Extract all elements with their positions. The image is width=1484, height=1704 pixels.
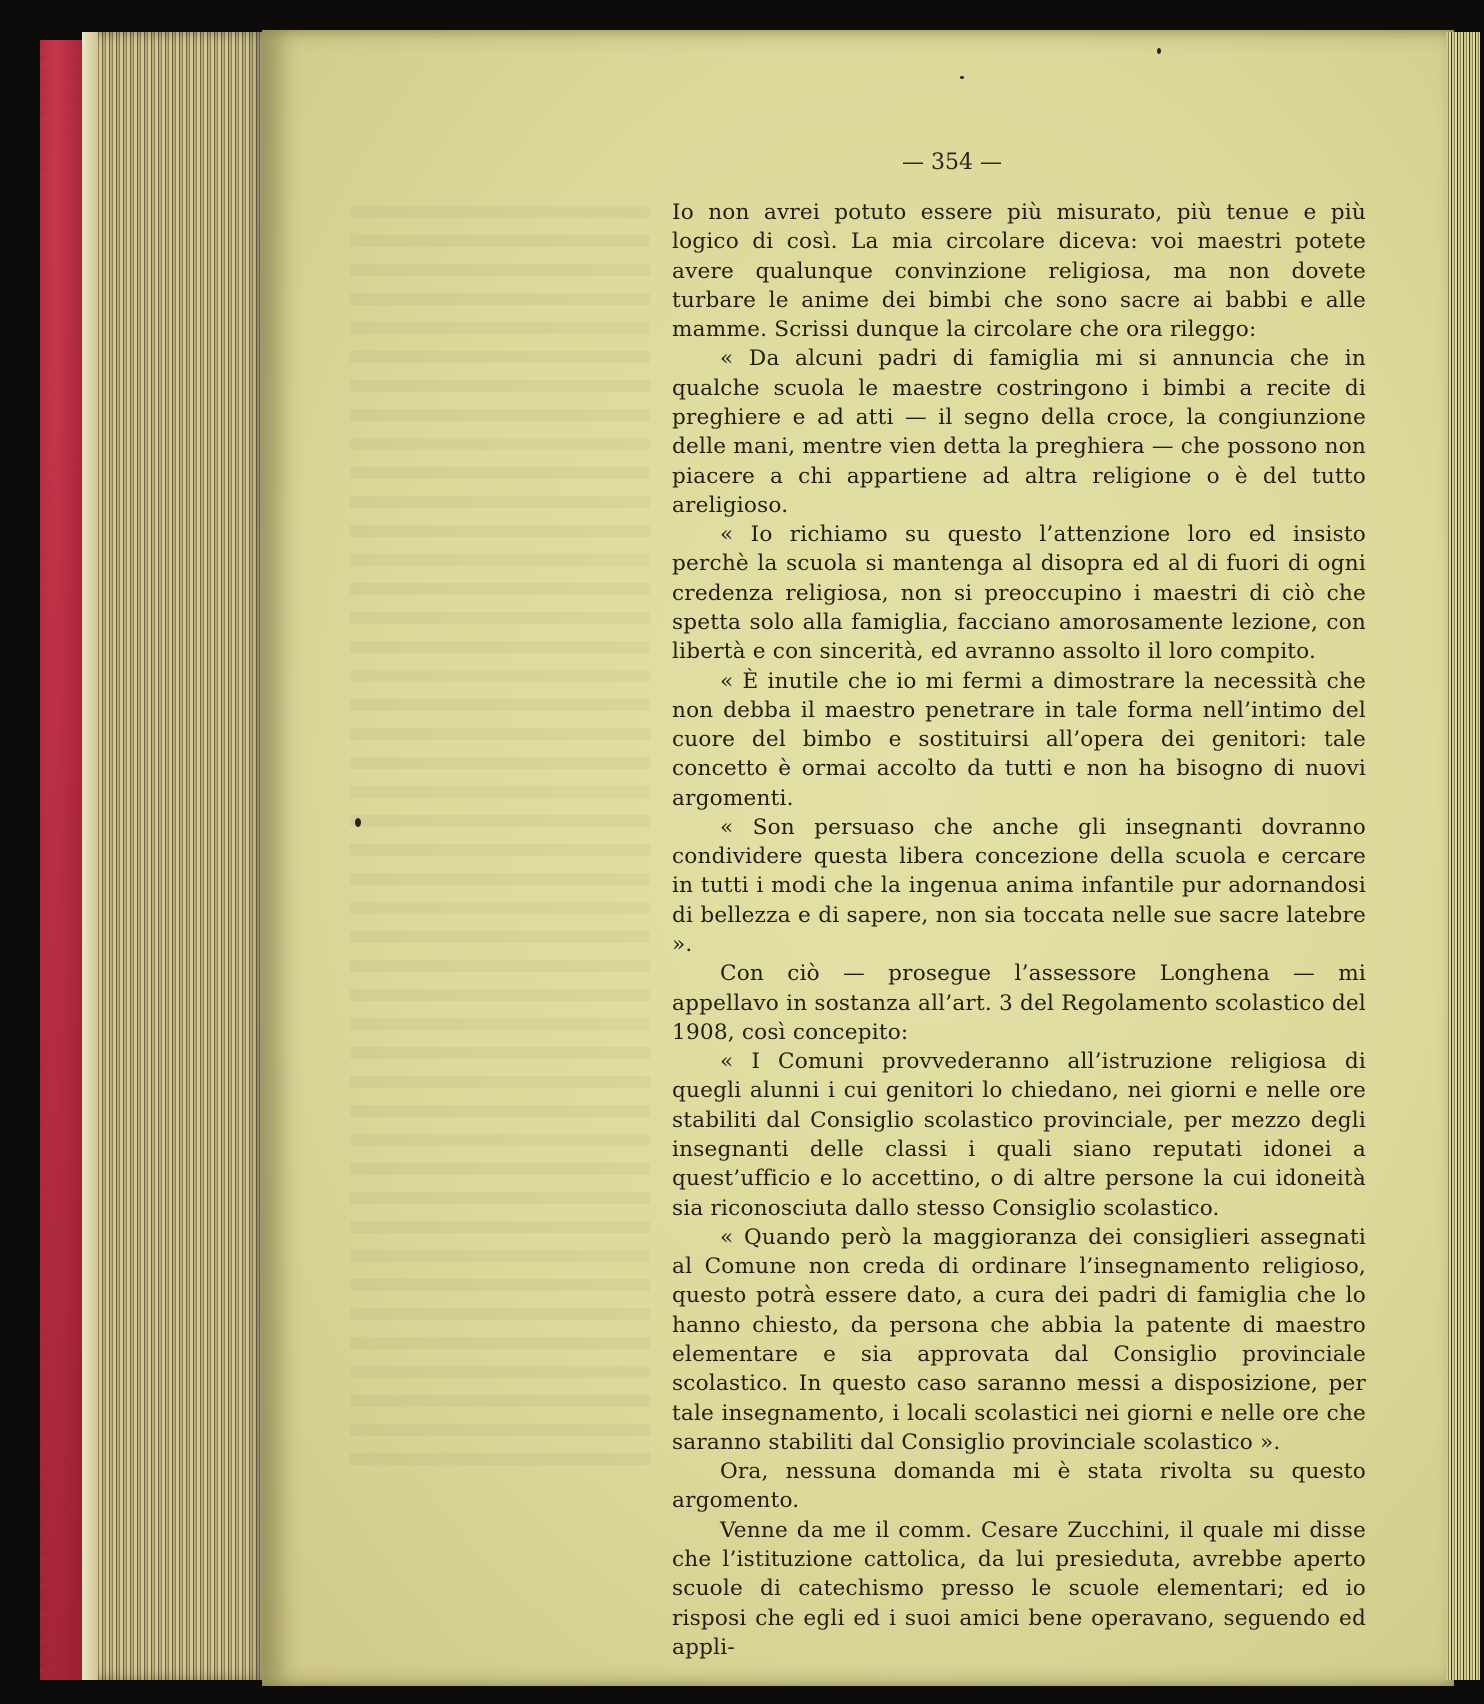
- right-fore-edge: [1446, 32, 1480, 1680]
- page-number: — 354 —: [902, 150, 1002, 175]
- ink-speck: [960, 76, 964, 79]
- paragraph: « Son persuaso che anche gli insegnanti dovranno condividere questa libera concezione della scuola e cercare in tutti i modi che la ingenua anima infantile pur adornandosi di bellezza e di sapere, non sia toccata nelle sue sacre latebre ».: [672, 814, 1366, 958]
- paragraph: Io non avrei potuto essere più misurato, più tenue e più logico di così. La mia circolare diceva: voi maestri potete avere qualunque convinzione religiosa, ma non dovete turbare le anime dei bimbi che sono sacre ai babbi e alle mamme. Scrissi dunque la circolare che ora rileggo:: [672, 200, 1366, 343]
- page-stack-edge: [82, 32, 268, 1680]
- paragraph: Venne da me il comm. Cesare Zucchini, il quale mi disse che l’istituzione cattolica, da lui presieduta, avrebbe aperto scuole di catechismo presso le scuole elementari; ed io risposi che egli ed i suoi amici bene operavano, seguendo ed appli-: [672, 1517, 1366, 1660]
- ink-speck: [1157, 48, 1161, 54]
- bleed-through-shadow: [350, 196, 650, 1476]
- paragraph: « È inutile che io mi fermi a dimostrare la necessità che non debba il maestro penetrare in tale forma nell’intimo del cuore del bimbo e sostituirsi all’opera dei genitori: tale concetto è ormai accolto da tutti e non ha bisogno di nuovi argomenti.: [672, 668, 1366, 811]
- page-stack-highlight: [82, 32, 98, 1680]
- paragraph: Con ciò — prosegue l’assessore Longhena — mi appellavo in sostanza all’art. 3 del Regolamento scolastico del 1908, così concepito:: [672, 961, 1366, 1045]
- body-text: [672, 198, 1366, 1662]
- paragraph: « Quando però la maggioranza dei consiglieri assegnati al Comune non creda di ordinare l’insegnamento religioso, questo potrà essere dato, a cura dei padri di famiglia che lo hanno chiesto, da persona che abbia la patente di maestro elementare e sia approvata dal Consiglio provinciale scolastico. In questo caso saranno messi a disposizione, per tale insegnamento, i locali scolastici nei giorni e nelle ore che saranno stabiliti dal Consiglio provinciale scolastico ».: [672, 1224, 1366, 1455]
- paragraph: « Io richiamo su questo l’attenzione loro ed insisto perchè la scuola si mantenga al disopra ed al di fuori di ogni credenza religiosa, non si preoccupino i maestri di ciò che spetta solo alla famiglia, facciano amorosamente lezione, con libertà e con sincerità, ed avranno assolto il loro compito.: [672, 522, 1366, 665]
- paragraph: Ora, nessuna domanda mi è stata rivolta su questo argomento.: [672, 1459, 1366, 1514]
- ink-speck: [355, 818, 361, 827]
- paragraph: « Da alcuni padri di famiglia mi si annuncia che in qualche scuola le maestre costringono i bimbi a recite di preghiere e ad atti — il segno della croce, la congiunzione delle mani, mentre vien detta la preghiera — che possono non piacere a chi appartiene ad altra religione o è del tutto areligioso.: [672, 346, 1366, 518]
- paragraph: « I Comuni provvederanno all’istruzione religiosa di quegli alunni i cui genitori lo chiedano, nei giorni e nelle ore stabiliti dal Consiglio scolastico provinciale, per mezzo degli insegnanti delle classi i quali siano reputati idonei a quest’ufficio e lo accettino, o di altre persone la cui idoneità sia riconosciuta dallo stesso Consiglio scolastico.: [672, 1049, 1366, 1221]
